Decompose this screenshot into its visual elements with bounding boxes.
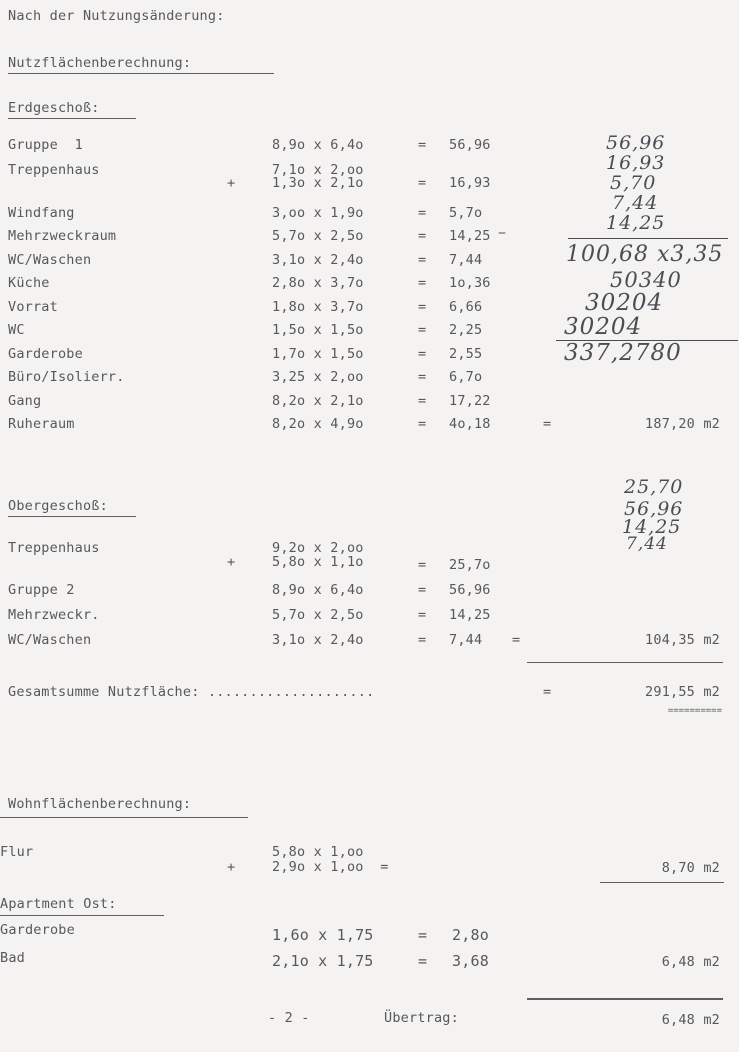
row-calc: 1,8o x 3,7o <box>272 299 364 315</box>
row-result: 3,68 <box>452 952 489 970</box>
handwritten-value: 56,96 <box>624 498 684 520</box>
nutzflaeche-underline <box>8 73 274 74</box>
row-result: 14,25 <box>449 228 491 244</box>
row-equals: = <box>418 175 427 191</box>
row-label: Treppenhaus <box>8 162 100 178</box>
obergeschoss-sum-equals: = <box>512 632 521 648</box>
row-equals: = <box>418 346 427 362</box>
row-calc: 2,1o x 1,75 <box>272 952 374 970</box>
row-calc: 2,8o x 3,7o <box>272 275 364 291</box>
flur-underline <box>600 882 724 883</box>
handwritten-value: 16,93 <box>606 152 666 174</box>
row-equals: = <box>418 275 427 291</box>
row-equals: = <box>418 607 427 623</box>
row-result: 7,44 <box>449 632 483 648</box>
row-calc: 5,8o x 1,1o <box>272 554 364 570</box>
flur-calc-2: 2,9o x 1,oo = <box>272 859 389 875</box>
handwritten-total: 100,68 x3,35 <box>566 242 724 267</box>
flur-value: 8,70 m2 <box>661 860 720 876</box>
row-label: Büro/Isolierr. <box>8 369 125 385</box>
row-equals: = <box>418 632 427 648</box>
total-double-underline: ========== <box>667 706 722 716</box>
row-result: 14,25 <box>449 607 491 623</box>
row-equals: = <box>418 557 427 573</box>
row-label: Treppenhaus <box>8 540 100 556</box>
row-label: Garderobe <box>0 922 75 938</box>
row-result: 6,66 <box>449 299 483 315</box>
row-calc: 1,3o x 2,1o <box>272 175 364 191</box>
page-number: - 2 - <box>268 1010 310 1026</box>
row-label: WC <box>8 322 25 338</box>
row-plus: + <box>227 554 236 570</box>
row-calc: 9,2o x 2,oo <box>272 540 364 556</box>
row-result: 17,22 <box>449 393 491 409</box>
row-equals: = <box>418 582 427 598</box>
row-label: WC/Waschen <box>8 252 92 268</box>
row-equals: = <box>418 205 427 221</box>
row-calc: 1,7o x 1,5o <box>272 346 364 362</box>
row-equals: = <box>418 299 427 315</box>
row-result: 16,93 <box>449 175 491 191</box>
row-label: Küche <box>8 275 50 291</box>
handwritten-value: 30204 <box>564 314 643 340</box>
row-label: Mehrzweckr. <box>8 607 100 623</box>
row-label: Gang <box>8 393 42 409</box>
row-calc: 7,1o x 2,oo <box>272 162 364 178</box>
row-result: 5,7o <box>449 205 483 221</box>
flur-label: Flur <box>0 844 34 860</box>
row-equals: = <box>418 416 427 432</box>
row-equals: = <box>418 322 427 338</box>
row-equals: = <box>418 926 428 944</box>
row-calc: 1,6o x 1,75 <box>272 926 374 944</box>
row-equals: = <box>418 393 427 409</box>
handwritten-value: 5,70 <box>610 172 657 194</box>
erdgeschoss-sum-equals: = <box>543 416 552 432</box>
obergeschoss-heading: Obergeschoß: <box>8 498 108 514</box>
row-equals: = <box>418 137 427 153</box>
handwritten-value: 56,96 <box>606 132 666 154</box>
handwritten-dash: – <box>498 222 507 241</box>
total-equals: = <box>543 684 552 700</box>
row-label: Mehrzweckraum <box>8 228 117 244</box>
row-calc: 8,2o x 2,1o <box>272 393 364 409</box>
nutzflaeche-heading: Nutzflächenberechnung: <box>8 55 192 71</box>
carry-label: Übertrag: <box>384 1010 459 1026</box>
row-label: Vorrat <box>8 299 58 315</box>
row-label: Gruppe 2 <box>8 582 75 598</box>
row-result: 4o,18 <box>449 416 491 432</box>
handwritten-value: 7,44 <box>626 534 668 554</box>
handwritten-rule <box>568 238 728 239</box>
sum-rule <box>527 662 723 663</box>
total-value: 291,55 m2 <box>645 684 720 700</box>
row-equals: = <box>418 369 427 385</box>
row-equals: = <box>418 952 428 970</box>
row-label: WC/Waschen <box>8 632 92 648</box>
handwritten-result: 337,2780 <box>564 340 682 366</box>
intro-heading: Nach der Nutzungsänderung: <box>8 8 225 24</box>
row-calc: 3,1o x 2,4o <box>272 252 364 268</box>
carry-value: 6,48 m2 <box>661 1012 720 1028</box>
row-calc: 8,9o x 6,4o <box>272 137 364 153</box>
row-label: Garderobe <box>8 346 83 362</box>
row-calc: 5,7o x 2,5o <box>272 228 364 244</box>
row-result: 2,55 <box>449 346 483 362</box>
row-calc: 3,1o x 2,4o <box>272 632 364 648</box>
handwritten-value: 14,25 <box>622 516 682 538</box>
erdgeschoss-sum: 187,20 m2 <box>645 416 720 432</box>
row-calc: 8,9o x 6,4o <box>272 582 364 598</box>
row-equals: = <box>418 252 427 268</box>
row-calc: 5,7o x 2,5o <box>272 607 364 623</box>
handwritten-value: 30204 <box>585 290 664 316</box>
row-result: 1o,36 <box>449 275 491 291</box>
apartment-underline <box>0 915 164 916</box>
row-result: 2,25 <box>449 322 483 338</box>
row-result: 7,44 <box>449 252 483 268</box>
handwritten-value: 14,25 <box>606 212 666 234</box>
row-label: Ruheraum <box>8 416 75 432</box>
apartment-sum: 6,48 m2 <box>661 954 720 970</box>
handwritten-value: 25,70 <box>624 476 684 498</box>
erdgeschoss-heading: Erdgeschoß: <box>8 100 100 116</box>
wohnflaeche-heading: Wohnflächenberechnung: <box>8 796 192 812</box>
handwritten-value: 7,44 <box>612 192 659 214</box>
carry-rule <box>527 998 723 1000</box>
obergeschoss-underline <box>8 516 136 517</box>
flur-plus: + <box>227 859 236 875</box>
row-label: Gruppe 1 <box>8 137 83 153</box>
wohnflaeche-underline <box>0 817 248 818</box>
handwritten-value: 50340 <box>610 268 682 292</box>
row-equals: = <box>418 228 427 244</box>
row-calc: 3,25 x 2,oo <box>272 369 364 385</box>
obergeschoss-sum: 104,35 m2 <box>645 632 720 648</box>
row-label: Windfang <box>8 205 75 221</box>
row-result: 25,7o <box>449 557 491 573</box>
row-result: 56,96 <box>449 582 491 598</box>
row-plus: + <box>227 175 236 191</box>
row-result: 56,96 <box>449 137 491 153</box>
flur-calc-1: 5,8o x 1,oo <box>272 844 364 860</box>
total-label: Gesamtsumme Nutzfläche: .................... <box>8 684 375 700</box>
row-calc: 3,oo x 1,9o <box>272 205 364 221</box>
row-result: 2,8o <box>452 926 489 944</box>
apartment-heading: Apartment Ost: <box>0 896 117 912</box>
row-calc: 1,5o x 1,5o <box>272 322 364 338</box>
row-result: 6,7o <box>449 369 483 385</box>
erdgeschoss-underline <box>8 118 136 119</box>
row-label: Bad <box>0 950 25 966</box>
row-calc: 8,2o x 4,9o <box>272 416 364 432</box>
